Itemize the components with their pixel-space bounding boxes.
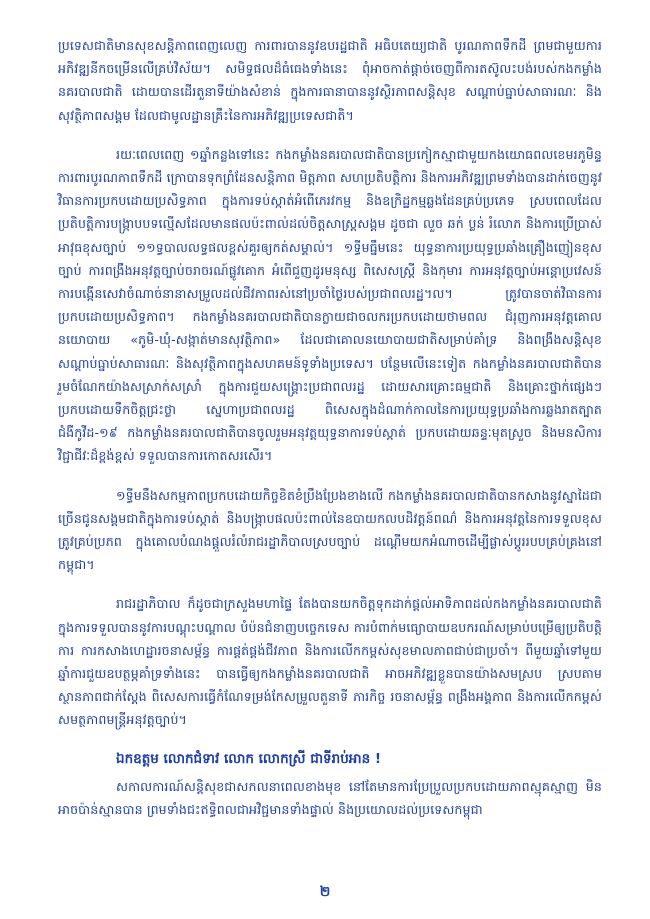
paragraph-5: សកាលការណ៍សន្តិសុខជាសកលនាពេលខាងមុខ នៅតែមានការប្រែប្រួលប្រកបដោយភាពស្មុគស្មាញ មិនអាចប៉ាន់ស្មានបាន ព្រមទាំងជះឥទ្ធិពលជាអវិជ្ជមានទាំងផ្ទាល់ និងប្រយោលដល់ប្រទេសកម្ពុជា bbox=[58, 778, 602, 817]
paragraph-3: ១ទ្ធីមនឹងសកម្មភាពប្រកបដោយកិច្ចខិតខំប្រឹងប្រែងខាងលើ កងកម្លាំងនគរបាលជាតិបានកសាងនូវស្នាដៃជាច្រើនជូនសង្គមជាតិក្នុងការទប់ស្កាត់ និងបង្ក្រាបផលប៉ះពាល់នៃឧបាយកលបដិវត្តន៍ពណ៌ និងការអនុវត្តនៃការទទួលខុសត្រូវគ្រប់ប្រភព ក្នុងគោលបំណងផ្តួលរំលំរាជរដ្ឋាភិបាលស្របច្បាប់ ដណ្តើមយកអំណាចដើម្បីផ្លាស់ប្តូររបបគ្រប់គ្រងនៅកម្ពុជា។ bbox=[58, 487, 602, 573]
paragraph-2: រយៈពេលពេញ ១ឆ្នាំកន្លងទៅនេះ កងកម្លាំងនគរបាលជាតិបានប្រកៀកស្មាជាមួយកងយោធពលខេមរភូមិន្ទ ការពារបូរណភាពទឹកដី ក្រោបានទុកព្រំដែនសន្តិភាព មិត្តភាព សហប្រតិបត្តិការ និងការអភិវឌ្ឍព្រមទាំងបានដាក់ចេញនូវវិធានការប្រកបដោយប្រសិទ្ធភាព ក្នុងការទប់ស្កាត់អំពើភេរវកម្ម និងឧក្រិដ្ឋកម្មឆ្លងដែនគ្រប់ប្រភេទ ស្របពេលដែលប្រតិបត្តិការបង្ក្រាបបទល្មើសដែលមានផលប៉ះពាល់ដល់ចិត្តសាស្ត្រសង្គម ដូចជា លួច ឆក់ ប្លន់ រំលោភ និងការប្រើប្រាស់អាវុធខុសច្បាប់ ១១ទ្ធបាលលទ្ធផលខ្ពស់គួរឲ្យកត់សម្គាល់។ ១ទ្ធីមធ្នឹមនេះ យុទ្ធនាការប្រយុទ្ធប្រឆាំងគ្រឿងញៀនខុសច្បាប់ ការពង្រឹងអនុវត្តច្បាប់ចរាចរណ៍ផ្លូវគោក អំពើជួញដូរមនុស្ស ពិសេសស្ត្រី និងកុមារ ការអនុវត្តច្បាប់អន្តោប្រវេសន៍ ការបង្កើនសេវាចំណាច់នានាសម្រួលដល់ជីវភាពរស់នៅប្រចាំថ្ងៃរបស់ប្រជាពលរដ្ឋ។ល។ ត្រូវបានចាត់វិធានការប្រកបដោយប្រសិទ្ធភាព។ កងកម្លាំងនគរបាលជាតិបានក្លាយជាចលករប្រកបដោយថាមពល ជំរុញការអនុវត្តគោលនយោបាយ «ភូមិ-ឃុំ-សង្កាត់មានសុវត្ថិភាព» ដែលជាគោលនយោបាយជាតិសម្រាប់គាំទ្រ និងពង្រឹងសន្តិសុខ សណ្តាប់ធ្នាប់សាធារណៈ និងសុវត្ថិភាពក្នុងសហគមន៍ទូទាំងប្រទេស។ បន្ថែមលើនេះទៀត កងកម្លាំងនគរបាលជាតិបានរួមចំណែកយ៉ាងសស្រាក់សស្រាំ ក្នុងការជួយសង្គ្រោះប្រជាពលរដ្ឋ ដោយសារគ្រោះធម្មជាតិ និងគ្រោះថ្នាក់ផ្សេងៗប្រកបដោយទឹកចិត្តជ្រះថ្លា ស្នេហាប្រជាពលរដ្ឋ ពិសេសក្នុងដំណាក់កាលនៃការប្រយុទ្ធប្រឆាំងការឆ្លងរាតត្បាតជំងឺកូវីដ-១៩ កងកម្លាំងនគរបាលជាតិបានចូលរួមអនុវត្តយុទ្ធនាការទប់ស្កាត់ ប្រកបដោយឆន្ទៈមុតស្រួច និងមនសិការវិជ្ជាជីវៈដ៏ខ្ពង់ខ្ពស់ ទទួលបានការកោតសរសើរ។ bbox=[58, 146, 602, 464]
page-number: ២ bbox=[319, 884, 331, 900]
paragraph-4: រាជរដ្ឋាភិបាល ក៏ដូចជាក្រសួងមហាផ្ទៃ តែងបានយកចិត្តទុកដាក់ផ្តល់អាទិភាពដល់កងកម្លាំងនគរបាលជាតិ ក្នុងការទទួលបាននូវការបណ្តុះបណ្តាល បំប៉នជំនាញបច្ចេកទេស ការបំពាក់មធ្យោបាយឧបករណ៍សម្រាប់បម្រើឲ្យប្រតិបត្តិការ ការកសាងហេដ្ឋារចនាសម្ព័ន្ធ ការផ្គត់ផ្គង់ជីវភាព និងការលើកកម្ពស់សុខមាលភាពជាប់ជាប្រចាំ។ ពីមួយឆ្នាំទៅមួយឆ្នាំការជួយឧបត្ថម្ភគាំទ្រទាំងនេះ បានធ្វើឲ្យកងកម្លាំងនគរបាលជាតិ អាចអភិវឌ្ឍខ្លួនបានយ៉ាងសមស្រប ស្របតាមស្ថានភាពជាក់ស្តែង ពិសេសការធ្វើកំណែទម្រង់កែសម្រួលតួនាទី ភារកិច្ច រចនាសម្ព័ន្ធ ពង្រឹងអង្គភាព និងការលើកកម្ពស់សមត្ថភាពមន្ត្រីអនុវត្តច្បាប់។ bbox=[58, 596, 602, 728]
paragraph-1: ប្រទេសជាតិមានសុខសន្តិភាពពេញលេញ ការពារបាននូវឧបរដ្ឋជាតិ អធិបតេយ្យជាតិ បូរណភាពទឹកដី ព្រមជាមួយការអភិវឌ្ឍនីកចម្រើនលើគ្រប់វិស័យ។ សមិទ្ធផលដ៏ធំធេងទាំងនេះ ពុំអាចកាត់ផ្តាច់ចេញពីការតស៊ូលះបង់របស់កងកម្លាំងនគរបាលជាតិ ដោយបានដើរតួនាទីយ៉ាងសំខាន់ ក្នុងការធានាបាននូវស្ថិរភាពសន្តិសុខ សណ្តាប់ធ្នាប់សាធារណៈ និងសុវត្ថិភាពសង្គម ដែលជាមូលដ្ឋានគ្រឹះនៃការអភិវឌ្ឍប្រទេសជាតិ។ bbox=[58, 38, 602, 123]
salutation-heading: ឯកឧត្តម លោកជំទាវ លោក លោកស្រី ជាទីរាប់អាន ! bbox=[116, 750, 382, 767]
